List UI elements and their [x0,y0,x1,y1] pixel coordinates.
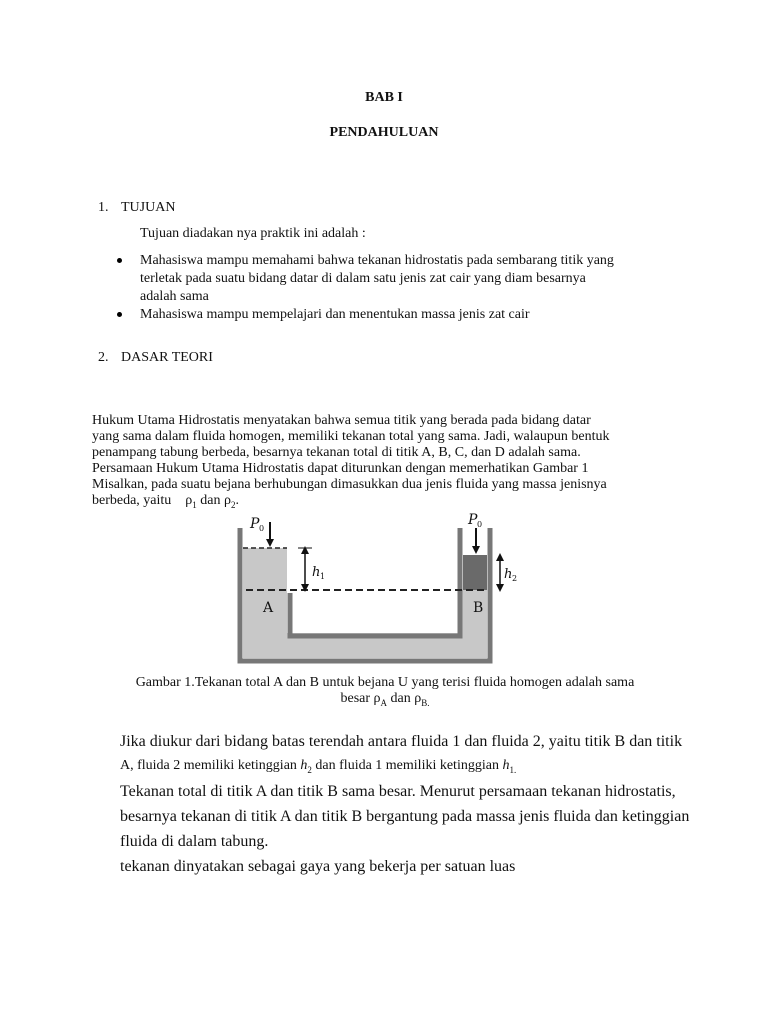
bullet-item-2 [140,306,530,324]
u-tube-figure [230,508,518,668]
section1-heading: TUJUAN [121,200,176,215]
figure-caption [100,675,670,711]
svg-text:1: 1 [320,572,326,581]
svg-text:2: 2 [512,574,518,583]
point-b-label: B [473,600,484,616]
paragraph-line: penampang tabung berbeda, besarnya tekanan total di titik A, B, C, dan D adalah sama. [92,445,581,460]
paragraph-line: Persamaan Hukum Utama Hidrostatis dapat diturunkan dengan memerhatikan Gambar 1 [92,461,589,476]
svg-text:0: 0 [477,520,483,529]
section2-heading: DASAR TEORI [121,350,213,365]
tube-inner-wall [290,528,460,636]
bullet-line: adalah sama [140,289,209,304]
point-a-label: A [263,600,274,616]
chapter-label: BAB I [365,90,403,105]
section1-number: 1. [98,200,109,215]
section2-number: 2. [98,350,109,365]
h2-label: h [504,567,513,582]
p0-label-left: P [250,516,260,532]
fluid-2 [463,555,487,590]
paragraph-line: Hukum Utama Hidrostatis menyatakan bahwa semua titik yang berada pada bidang datar [92,413,591,428]
body-line: tekanan dinyatakan sebagai gaya yang bekerja per satuan luas [120,858,516,875]
paragraph-line: yang sama dalam fluida homogen, memiliki tekanan total yang sama. Jadi, walaupun bentuk [92,429,610,444]
body-line: fluida di dalam tabung. [120,833,269,850]
fluid-1 [243,548,487,658]
bullet-dot [117,312,122,317]
caption-line: Gambar 1.Tekanan total A dan B untuk bejana U yang terisi fluida homogen adalah sama [135,675,635,690]
svg-text:0: 0 [259,524,265,533]
caption-line: besar $\rho_A$ dan $\rho_{B.}$ [340,691,430,708]
p0-label-right: P [468,512,478,528]
body-line: A, fluida 2 memiliki ketinggian $h_2$ dan fluida 1 memiliki ketinggian $h_{1.}$ [120,758,517,775]
body-line: besarnya tekanan di titik A dan titik B bergantung pada massa jenis fluida dan ketinggian [120,808,690,825]
paragraph-line-last: berbeda, yaitu $\rho_1$ dan $\rho_2$. [92,493,239,510]
h1-label: h [312,565,321,580]
bullet-dot [117,258,122,263]
chapter-title: PENDAHULUAN [329,125,439,140]
bullet-line: Mahasiswa mampu memahami bahwa tekanan hidrostatis pada sembarang titik yang [140,253,614,268]
bullet-line: terletak pada suatu bidang datar di dalam satu jenis zat cair yang diam besarnya [140,271,586,286]
paragraph-line: Misalkan, pada suatu bejana berhubungan dimasukkan dua jenis fluida yang massa jenisnya [92,477,607,492]
body-line: Tekanan total di titik A dan titik B sama besar. Menurut persamaan tekanan hidrostatis, [120,783,676,800]
body-line: Jika diukur dari bidang batas terendah antara fluida 1 dan fluida 2, yaitu titik B dan titik [120,733,683,750]
bullet-line: Mahasiswa mampu mempelajari dan menentukan massa jenis zat cair [140,307,530,322]
section1-intro: Tujuan diadakan nya praktik ini adalah : [140,226,366,241]
theory-paragraph [92,413,609,513]
bullet-item-1 [140,252,614,306]
